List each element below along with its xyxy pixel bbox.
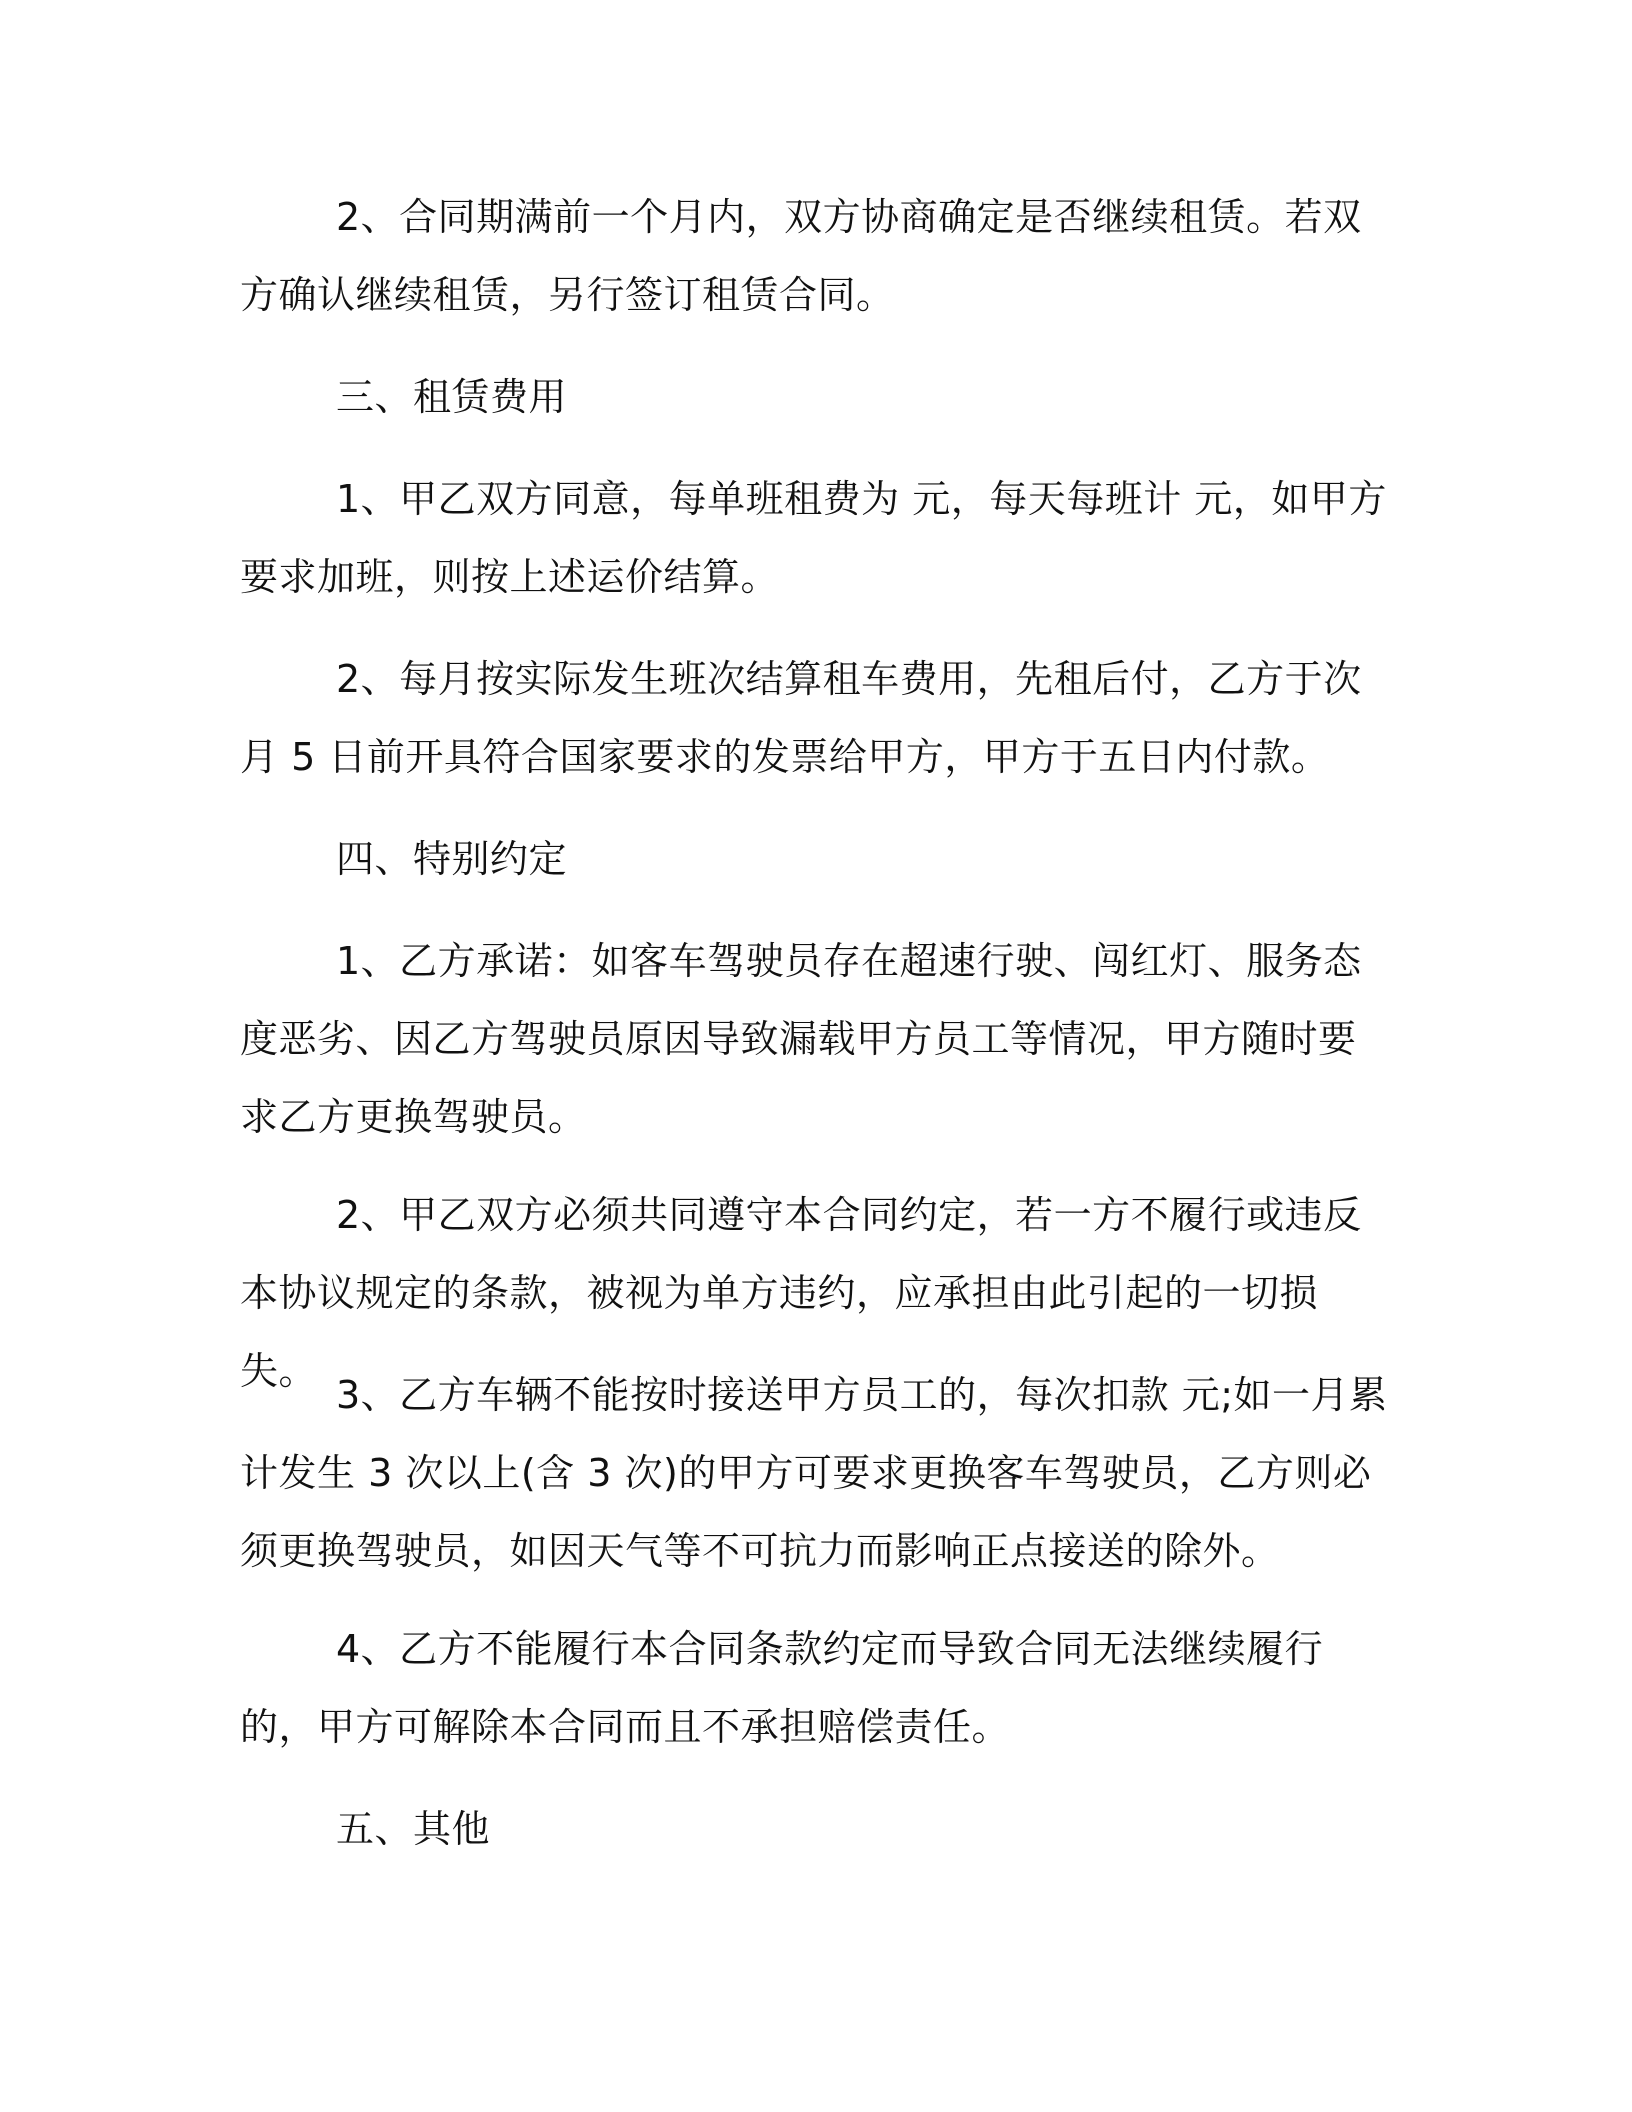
paragraph-termination: 4、乙方不能履行本合同条款约定而导致合同无法继续履行的，甲方可解除本合同而且不承担赔偿责任。 bbox=[240, 1627, 1324, 1749]
paragraph-breach-liability: 2、甲乙双方必须共同遵守本合同约定，若一方不履行或违反本协议规定的条款，被视为单方违约，应承担由此引起的一切损失。 bbox=[240, 1193, 1362, 1393]
paragraph-fee-rate: 1、甲乙双方同意，每单班租费为 元，每天每班计 元，如甲方要求加班，则按上述运价结算。 bbox=[240, 477, 1387, 599]
paragraph-late-deduction: 3、乙方车辆不能按时接送甲方员工的，每次扣款 元;如一月累计发生 3 次以上(含 3 次)的甲方可要求更换客车驾驶员，乙方则必须更换驾驶员，如因天气等不可抗力而影响正点接送的除外。 bbox=[240, 1373, 1388, 1573]
paragraph-contract-renewal: 2、合同期满前一个月内，双方协商确定是否继续租赁。若双方确认继续租赁，另行签订租赁合同。 bbox=[240, 195, 1362, 317]
paragraph-monthly-settlement: 2、每月按实际发生班次结算租车费用，先租后付，乙方于次月 5 日前开具符合国家要求的发票给甲方，甲方于五日内付款。 bbox=[240, 657, 1362, 779]
section-heading-rental-fees: 三、租赁费用 bbox=[336, 375, 568, 419]
section-heading-other: 五、其他 bbox=[336, 1807, 491, 1851]
paragraph-driver-replacement: 1、乙方承诺：如客车驾驶员存在超速行驶、闯红灯、服务态度恶劣、因乙方驾驶员原因导致漏载甲方员工等情况，甲方随时要求乙方更换驾驶员。 bbox=[240, 939, 1362, 1139]
section-heading-special-terms: 四、特别约定 bbox=[336, 837, 568, 881]
